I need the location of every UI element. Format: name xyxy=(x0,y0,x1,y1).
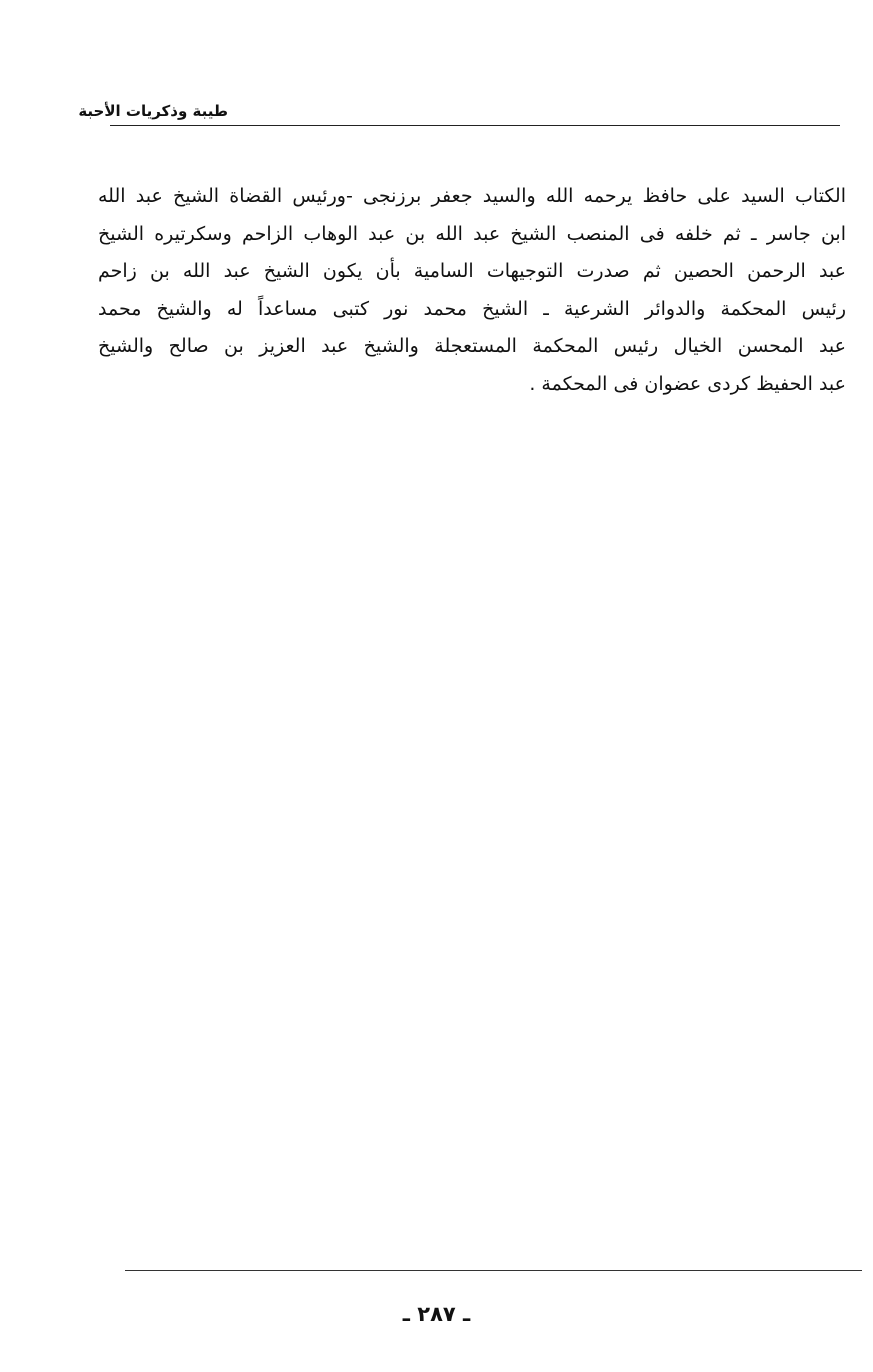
body-line: عبد المحسن الخيال رئيس المحكمة المستعجلة والشيخ عبد العزيز بن صالح والشيخ xyxy=(98,335,846,357)
body-line: الكتاب السيد على حافظ يرحمه الله والسيد جعفر برزنجى -ورئيس القضاة الشيخ عبد الله xyxy=(98,185,846,207)
running-header-title: طيبة وذكريات الأحبة xyxy=(78,102,228,120)
page-number: ـ ٢٨٧ ـ xyxy=(402,1302,471,1326)
footer-divider xyxy=(125,1270,862,1271)
body-paragraph xyxy=(98,178,846,403)
body-line: عبد الرحمن الحصين ثم صدرت التوجيهات السامية بأن يكون الشيخ عبد الله بن زاحم xyxy=(98,260,846,282)
body-line: رئيس المحكمة والدوائر الشرعية ـ الشيخ محمد نور كتبى مساعداً له والشيخ محمد xyxy=(98,297,846,320)
body-line: عبد الحفيظ كردى عضوان فى المحكمة . xyxy=(529,372,846,395)
running-header xyxy=(78,96,840,126)
body-line: ابن جاسر ـ ثم خلفه فى المنصب الشيخ عبد الله بن عبد الوهاب الزاحم وسكرتيره الشيخ xyxy=(98,222,846,245)
